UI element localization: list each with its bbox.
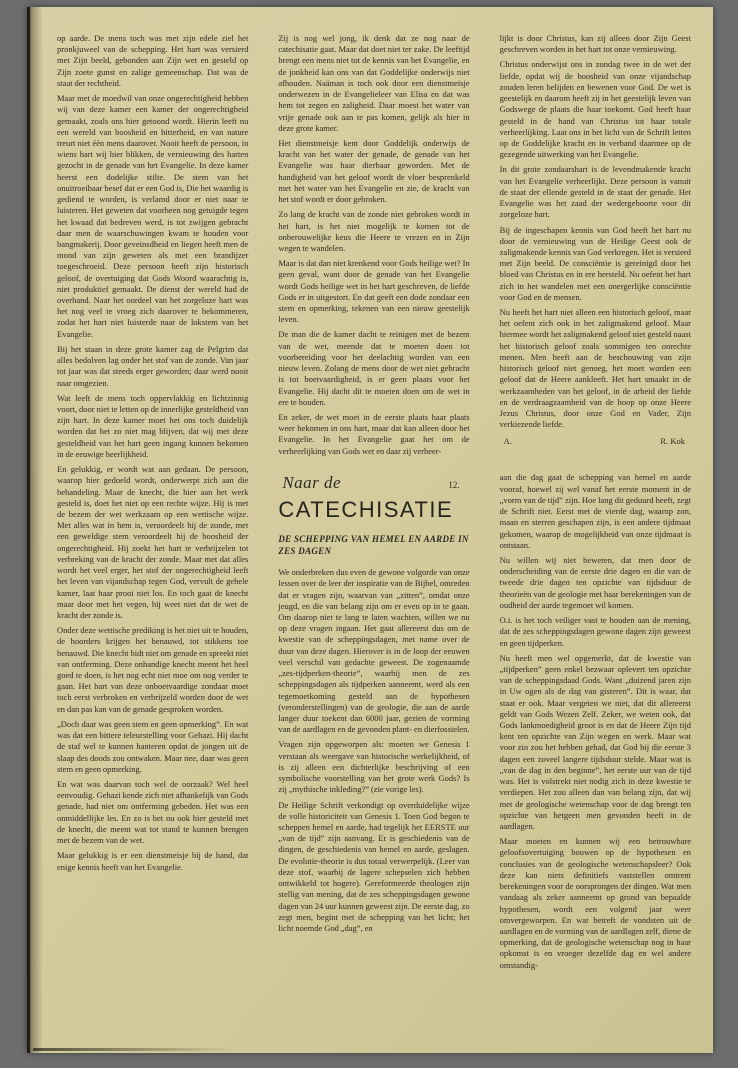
- paragraph: Maar is dat dan niet krenkend voor Gods heilige wet? In geen geval, want door de genade van het Evangelie wordt Gods heilige wet in het hart geschreven, de liefde Gods er in uitgestort. En dat geeft een dode zondaar een stem en opmerking, tekenen van een nieuw geestelijk leven.: [278, 258, 470, 325]
- paragraph: O.i. is het toch veiliger vast te houden aan de mening, dat de zes scheppingsdagen gewone dagen zijn geweest en geen tijdperken.: [499, 615, 691, 648]
- article-2-subtitle: DE SCHEPPING VAN HEMEL EN AARDE IN ZES DAGEN: [278, 533, 469, 557]
- article-2-heading-row: [278, 473, 469, 493]
- article-2-lesson-number: 12.: [448, 479, 460, 490]
- paragraph: Het dienstmeisje kent door Goddelijk onderwijs de kracht van het water der genade, de genade van het Evangelie was haar dierbaar geworden. Met de handigheid van het geloof wordt de vloer besprenkeld met het water van het Evangelie en zie, de kracht van het stof wordt er door gebroken.: [278, 137, 470, 205]
- paragraph: „Doch daar was geen stem en geen opmerking”. En wat was dat een bittere teleurstelling voor Gehazi. Hij dacht de staf wel te kunnen hanteren opdat de jongen uit de slaap des doods zou ontwaken. Maar nee, daar was geen stem en geen opmerking.: [57, 718, 249, 774]
- paragraph: op aarde. De mens toch was met zijn edele ziel het pronkjuweel van de schepping. Het hart was versierd met Zijn beeld, gebonden aan Zijn wet en gesteld op Zijn zoete gunst en zalige gemeenschap. Dat was de staat der rechtheid.: [57, 33, 249, 88]
- article-2-heading: [278, 473, 469, 557]
- paragraph: lijkt is door Christus, kan zij alleen door Zijn Geest geschreven worden in het hart tot onze vernieuwing.: [499, 33, 691, 55]
- paragraph: Bij de ingeschapen kennis van God heeft het hart nu door de vernieuwing van de Heilige Geest ook de zaligmakende kennis van God verkregen. Het is versierd met Zijn beeld. De consciëntie is gereinigd door het bloed van Christus en in ere hersteld. Nu oefent het hart zich in het wandelen met een onergerlijke consciëntie voor God en de mensen.: [499, 224, 691, 302]
- article-2-col-3: [500, 472, 691, 970]
- paragraph: Christus onderwijst ons in zondag twee in de wet der liefde, opdat wij de boosheid van onze vijandschap zouden leren belijden en bewenen voor God. De wet is geestelijk en daarom heeft zij in het geestelijk leven van Godswege de plaats die haar toekomt. God heeft haar gesteld in de hand van Christus tot haar totale verheerlijking. Laat ons in het licht van de Schrift letten op de Goddelijke kracht en in verband daarmee op de gezegende uitwerking van het Evangelie.: [499, 59, 691, 160]
- article-2-title: CATECHISATIE: [278, 496, 454, 522]
- paragraph: De man die de kamer dacht te reinigen met de bezem van de wet, meende dat te moeten doen tot voorbereiding voor het deelachtig worden van een nieuw leven. Zolang de mens door de wet niet gebracht is tot boetvaardigheid, is er geen plaats voor het Evangelie. Hij dacht dit te moeten doen om de wet in ere te houden.: [278, 329, 470, 407]
- paragraph: Bij het staan in deze grote kamer zag de Pelgrim dat alles bedolven lag onder het stof van de zonde. Van jaar tot jaar was dat steeds erger geworden; daar werd nooit naar omgezien.: [57, 343, 249, 388]
- paragraph: Zo lang de kracht van de zonde niet gebroken wordt in het hart, is het niet mogelijk te komen tot de onberouwelijke keus die Heere te vrezen en in Zijn wegen te wandelen.: [278, 209, 470, 253]
- paragraph: Nu willen wij niet beweren, dat men door de onderscheiding van de eerste drie dagen en die van de tweede drie dagen ten opzichte van tijdsduur de theorieën van de geologie met haar berekeningen van de oudheid der aarde tegemoet wil komen.: [499, 554, 691, 610]
- paragraph: Maar met de moedwil van onze ongerechtigheid hebben wij van deze kamer een kamer der ongerechtigheid gemaakt, zoals ons hier getoond wordt. Hierin leeft nu een wereld van boosheid en bitterheid, en van nature treurt niet één mens daarover. Nooit heeft de persoon, in wiens hart wij hier blikken, de vernieuwing des harten gezocht in de genade van het Evangelie. In deze kamer heerst een dodelijke stilte. De stem van het onuitroeibaar besef dat er een God is, Die het waardig is gediend te worden, is verlamd door er niet naar te luisteren. Het geweten dat voorheen nog getuigde tegen het kwaad dat bedreven werd, is tot zwijgen gebracht daar men de waarschuwingen kwam te houden voor bangmakerij. Door geveinsdheid en liegen heeft men de mond van zijn geweten als met een brandijzer toegeschroeid. Deze persoon heeft zijn historisch geloof, de overtuiging dat Gods Woord waarachtig is, niet produktief gemaakt. De dienst der wereld had de overhand. Naar het oordeel van het zorgeloze hart was het nog veel te vroeg zich daarover te bekommeren, zodat het hart niet luisterde naar de lokstem van het Evangelie.: [57, 93, 249, 339]
- column-3: [500, 33, 691, 1035]
- article-1-col-2: [278, 33, 469, 457]
- paragraph: De Heilige Schrift verkondigt op overduidelijke wijze de volle historiciteit van Genesis 1. Toen God begon te scheppen hemel en aarde, had tegelijk het EERSTE uur „van de tijd” zijn aanvang. Er is geschiedenis van de dingen, de geschiedenis van hemel en aarde, geslagen. De evolutie-theorie is dus totaal verwerpelijk. (Leer van deze stof, waarbij de lagere schepselen zich hebben ontwikkeld tot hogere). Gereformeerde theologen zijn stellig van mening, dat de zes scheppingsdagen gewone dagen van 24 uur kunnen geweest zijn. De eerste dag, zo zegt men, begint met de schepping van het licht; het licht noemde God „dag”, en: [278, 799, 470, 933]
- article-2-col-2: [278, 567, 469, 934]
- paragraph: In dit grote zondaarshart is de levendmakende kracht van het Evangelie verheerlijkt. Deze persoon is vanuit de staat der ellende gesteld in de staat der genade. Het Evangelie was het zaad der wedergeboorte voor dit zorgeloze hart.: [499, 164, 691, 220]
- paragraph: Wat leeft de mens toch oppervlakkig en lichtzinnig voort, door niet te letten op de innerlijke gesteldheid van zijn hart. In deze kamer moet het ons toch duidelijk worden dat het zo niet mag blijven, dat wij met deze gesteldheid van het hart geen ingang kunnen bekomen in de eeuwige heerlijkheid.: [57, 392, 249, 459]
- paragraph: Nu heeft het hart niet alleen een historisch geloof, maar het oefent zich ook in het zaligmakend geloof. Maar hiermee wordt het zaligmakend geloof niet gesteld naast het historisch geloof zoals sommigen ten onrechte menen. Men heeft aan de beschouwing van zijn historisch geloof niet genoeg, het moet worden een geloof dat de Heere aankleeft. Het hart smaakt in de werkzaamheden van het geloof, in de arbeid der liefde en de verdraagzaamheid van de hoop op onze Heere Jezus Christus, door onze God en Vader, Zijn verkiezende liefde.: [499, 307, 691, 430]
- article-1-signature: [500, 434, 691, 446]
- paragraph: En zeker, de wet moet in de eerste plaats haar plaats weer bekomen in ons hart, maar dat kan alleen door het Evangelie. In het Evangelie gaat het om de verheerlijking van Gods wet en daar zij verheer-: [278, 412, 470, 456]
- paragraph: Maar gelukkig is er een dienstmeisje bij de hand, dat enige kennis heeft van het Evangelie.: [57, 850, 249, 872]
- column-1: [57, 33, 248, 1035]
- article-2-kicker: Naar de: [282, 472, 342, 492]
- page-edge-line: [27, 7, 30, 1053]
- paragraph: We onderbreken dus even de gewone volgorde van onze lessen over de leer der inspiratie van de Bijbel, omreden dat er vragen zijn, waarvan van „zitten”, omdat onze jeugd, en die van belang zijn om er even op in te gaan. Om daarop niet te lang te laten wachten, willen we nu op deze vragen ingaan. Het gaat allereerst dus om de kwestie van de scheppingsdagen, met name over de duur van deze dagen. Hierover is in de loop der eeuwen veel verschil van gedachte geweest. De zogenaamde „zes-tijdperken-theorie”, waarbij men de zes scheppingsdagen als tijdperken aanneemt, werd als een tegemoetkoming gesteld aan de hypothesen (veronderstellingen) van de geologie, die aan de aarde langer duur toekent dan 6000 jaar, gezien de vorming van de aardlagen en de gevonden plant- en dierfossielen.: [278, 567, 470, 735]
- paragraph: Nu heeft men wel opgemerkt, dat de kwestie van „tijdperken” geen enkel bezwaar oplevert ten opzichte van de scheppingsdaad Gods. Want „duizend jaren zijn in Uw ogen als de dag van gisteren”. Dit is waar, dat staat er ook. Maar vergeten we niet, dat dit allereerst geldt van Gods Wezen Zelf. Zeker, we weten ook, dat Gods lankmoedigheid groot is en dat de Heere Zijn tijd kent ten opzichte van Zijn wegen en werk. Maar wat voor zin zou het hebben gehad, dat God bij die eerste 3 dagen een zoveel langere tijdsduur stelde. Maar wat is „van de dag in den beginne”, het eerste uur van de tijd was. Het is volstrekt niet nodig zich in deze kwestie te verdiepen. Het zou alleen dan van belang zijn, dat wij met de geologische wetenschap voor de dag brengt ten opzichte van hetgeen men gevonden heeft in de aardlagen.: [499, 652, 691, 831]
- paragraph: Onder deze wettische prediking is het niet uit te houden, de hoorders krijgen het benauwd, tot stikkens toe benauwd. Die knecht bidt niet om genade en spreekt niet van ontferming. Deze onhandige knecht meent het heel goed te doen, is het nog echt niet moe om nog verder te gaan. Het hart van deze onboetvaardige zondaar moet toch eerst verbroken en verbrijzeld worden door de wet en dan pas kan van de genade gesproken worden.: [57, 625, 249, 714]
- paragraph: En wat was daarvan toch wel de oorzaak? Wel heel eenvoudig. Gehazi kende zich niet afhankelijk van Gods genade, had niet om ontferming gebeden. Het was een onmiddellijke les. En zo is het nu ook hier gesteld met de knecht, die meent wat tot stand te kunnen brengen met de bezem van de wet.: [57, 779, 249, 846]
- scanned-page: [27, 7, 713, 1053]
- page-content: [57, 33, 691, 1035]
- article-1-col-3: [500, 33, 691, 430]
- paragraph: Vragen zijn opgeworpen als: moeten we Genesis 1 verstaan als weergave van historische werkelijkheid, of is zij alleen een dichterlijke beschrijving of een symbolische voorstelling van het grote werk Gods? Is zij „mythische inkleding?” (zie vorige les).: [278, 739, 470, 795]
- article-1-col-1: [57, 33, 248, 873]
- paragraph: En gelukkig, er wordt wat aan gedaan. De persoon, waarop hier gedoeld wordt, onderwerpt zich aan die behandeling. Maar de knecht, die hier aan het werk gesteld is, doet het niet op een rechte wijze. Hij is met de bezem der wet werkzaam op een wettische wijze. Met alles wat in hem is, veroordeelt hij de zonde, met een geweldige stem veroordeelt hij de boosheid der ongerechtigheid. Hij zoekt het hart te verbrijzelen tot verbreking van de kracht der zonde. Maar met dat alles wordt het veel erger, het stof der ongerechtigheid leeft het leven van vijandschap tegen God, vervult de gehele kamer, laat haar prooi niet los. En toch gaat de knecht maar door met het vegen, hij weet niet dat de wet de kracht der zonde is.: [57, 464, 249, 620]
- signature-initial: A.: [503, 436, 512, 447]
- signature-name: R. Kok: [660, 436, 685, 447]
- page-bottom-edge: [33, 1048, 233, 1051]
- paragraph: Maar moeten en kunnen wij een betrouwbare geloofsovertuiging bouwen op de hypothesen en conclusies van de geologische wetenschapsleer? Ook deze kan niets definitiefs vaststellen omtrent berekeningen voor de oorsprongen der dingen. Wat men vandaag als zeker aanneemt op grond van bepaalde hypothesen, wordt een volgend jaar weer omvergeworpen. En wat betreft de vondsten uit de aardlagen en de vorming van de aardlagen zelf, diene de opmerking, dat de geologische wetenschap nog in haar opkomst is en vroeger dezelfde dag en wel andere omstandig-: [499, 836, 691, 970]
- paragraph: Zij is nog wel jong, ik denk dat ze nog naar de catechisatie gaat. Maar dat doet niet ter zake. De leeftijd brengt een mens niet tot de kennis van het Evangelie, en de jonkheid kan ons van dat Goddelijke onderwijs niet afhouden. Naäman is toch ook door een dienstmeisje onderwezen in de Evangelieleer van Elisa en dat was hem tot zegen en zaligheid. Daar moest het water van vrije genade ook aan te pas komen, gelijk als hier in deze grote kamer.: [278, 33, 470, 133]
- paragraph: aan die dag gaat de schepping van hemel en aarde vooraf, hoewel zij wel vanaf het eerste moment in de „vorm van de tijd” zijn. Hoe lang dit geduurd heeft, zegt de Schrift niet. Eerst met de vierde dag, waarop zon, maan en sterren geschapen zijn, is een andere tijdmaat gekomen, waarop de mogelijkheid van onze tijdmaat is ontstaan.: [499, 472, 691, 550]
- column-2: [278, 33, 469, 1035]
